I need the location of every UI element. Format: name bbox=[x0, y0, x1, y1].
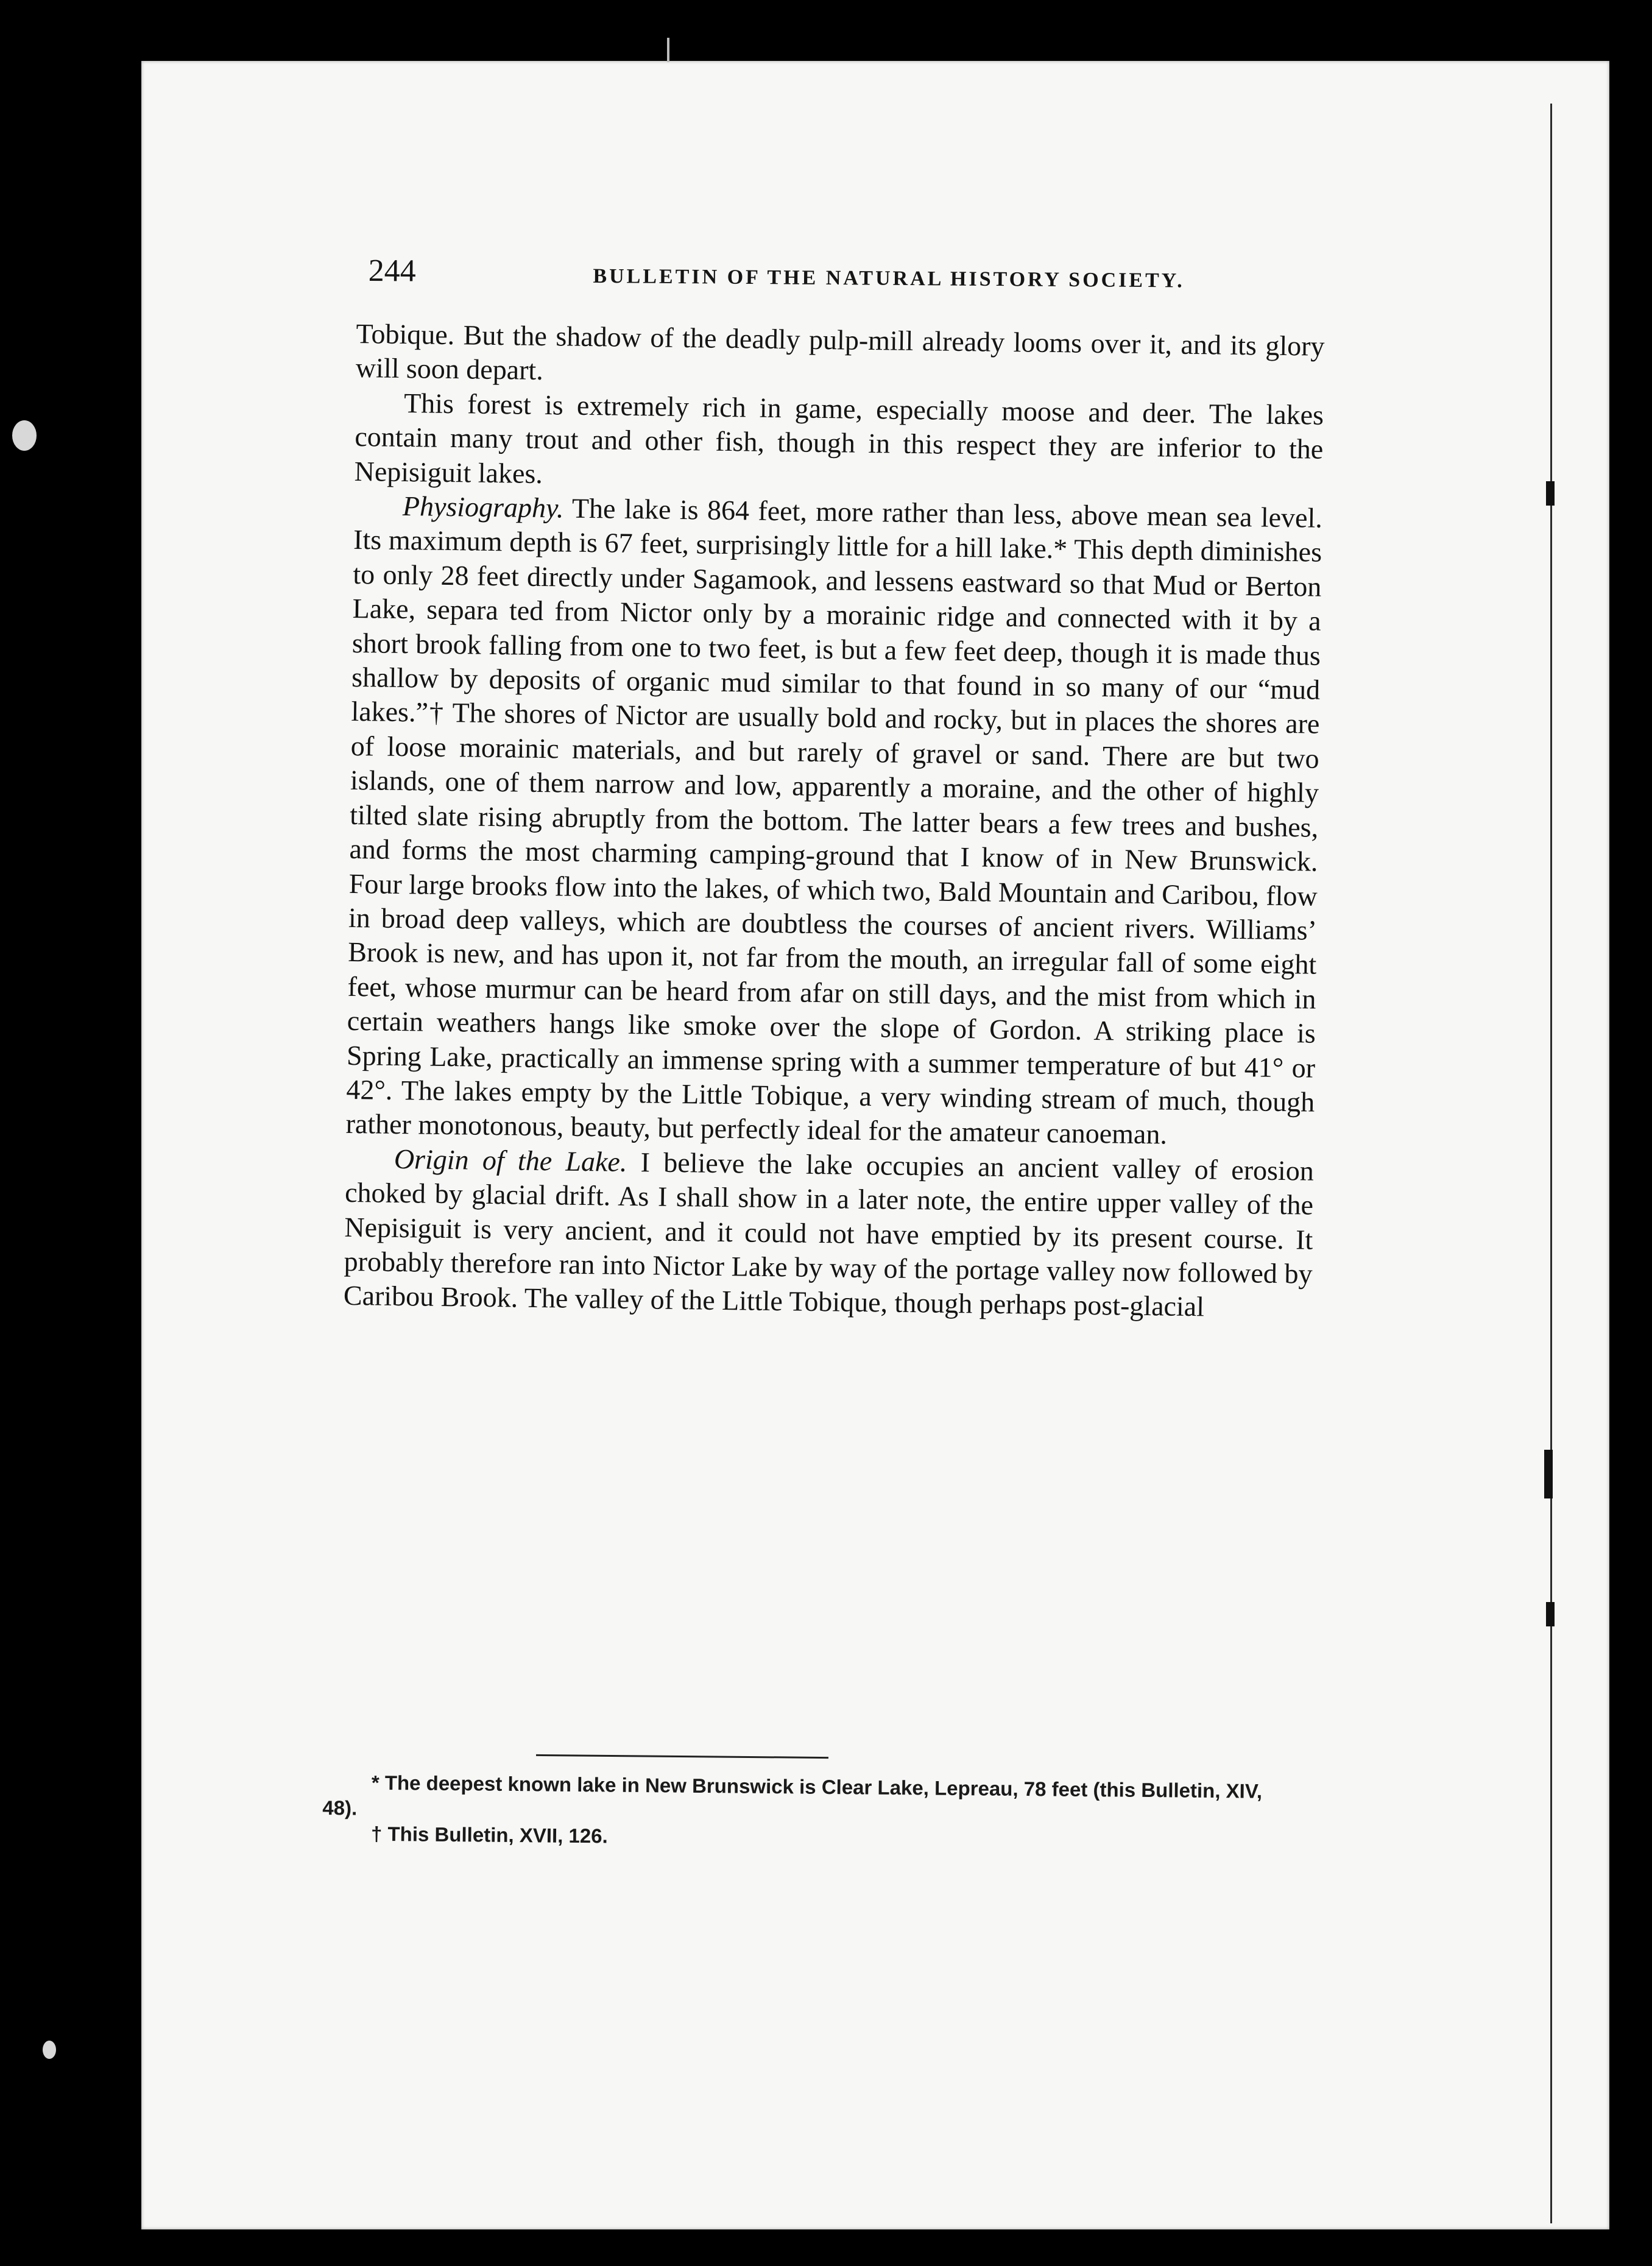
footnotes bbox=[322, 1770, 1297, 1855]
footnote: † This Bulletin, XVII, 126. bbox=[370, 1822, 608, 1848]
paragraph-text: The lake is 864 feet, more rather than less, above mean sea level. Its maximum depth is 67 feet, surprisingly little for a hill lake.* This depth diminishes to only 28 feet directly under Sagamook, and lessens eastward so that Mud or Berton Lake, separa ted from Nictor only by a morainic ridge and connected with it by a short brook falling from one to two feet, is but a few feet deep, though it is made thus shallow by deposits of organic mud similar to that found in so many of our “mud lakes.”† The shores of Nictor are usually bold and rocky, but in places the shores are of loose morainic materials, and but rarely of gravel or sand. There are but two islands, one of them narrow and low, apparently a moraine, and the other of highly tilted slate rising abruptly from the bottom. The latter bears a few trees and bushes, and forms the most charming camping-ground that I know of in New Brunswick. Four large brooks flow into the lakes, of which two, Bald Mountain and Caribou, flow in broad deep valleys, which are doubtless the courses of ancient rivers. Williams’ Brook is new, and has upon it, not far from the mouth, an irregular fall of some eight feet, whose murmur can be heard from afar on still days, and the mist from which in certain weathers hangs like smoke over the slope of Gordon. A striking place is Spring Lake, practically an immense spring with a summer temperature of but 41° or 42°. The lakes empty by the Little Tobique, a very winding stream of much, though rather monotonous, beauty, but perfectly ideal for the amateur canoeman. bbox=[345, 492, 1323, 1150]
scan-speck bbox=[43, 2041, 56, 2059]
spine-mark bbox=[1546, 1602, 1555, 1626]
spine-mark bbox=[1546, 481, 1555, 506]
page-spine-edge bbox=[1550, 104, 1552, 2223]
body-text bbox=[344, 317, 1325, 1325]
scan-speck bbox=[12, 420, 37, 451]
paragraph: Tobique. But the shadow of the deadly pulp-mill already looms over it, and its glory will soon depart. bbox=[355, 317, 1325, 386]
paragraph bbox=[345, 489, 1322, 1154]
paragraph bbox=[344, 1142, 1315, 1326]
paragraph-text: I believe the lake occupies an ancient valley of erosion choked by glacial drift. As I shall show in a later note, the entire upper valley of the Nepisiguit is very ancient, and it could not have emptied by its present course. It probably therefore ran into Nictor Lake by way of the portage valley now followed by Caribou Brook. The valley of the Little Tobique, though perhaps post-glacial bbox=[343, 1146, 1315, 1322]
page-header bbox=[369, 253, 1185, 295]
running-head: BULLETIN OF THE NATURAL HISTORY SOCIETY. bbox=[593, 264, 1185, 292]
section-lead: Physiography. bbox=[402, 490, 564, 524]
footnote: * The deepest known lake in New Brunswick is Clear Lake, Lepreau, 78 feet (this Bulletin, XIV, 48). bbox=[322, 1771, 1263, 1820]
scan-artifact bbox=[667, 38, 669, 62]
page-number: 244 bbox=[368, 253, 416, 289]
section-lead: Origin of the Lake. bbox=[394, 1143, 627, 1177]
spine-mark bbox=[1544, 1450, 1553, 1498]
paragraph: This forest is extremely rich in game, especially moose and deer. The lakes contain many trout and other fish, though in this respect they are inferior to the Nepisiguit lakes. bbox=[354, 387, 1324, 489]
